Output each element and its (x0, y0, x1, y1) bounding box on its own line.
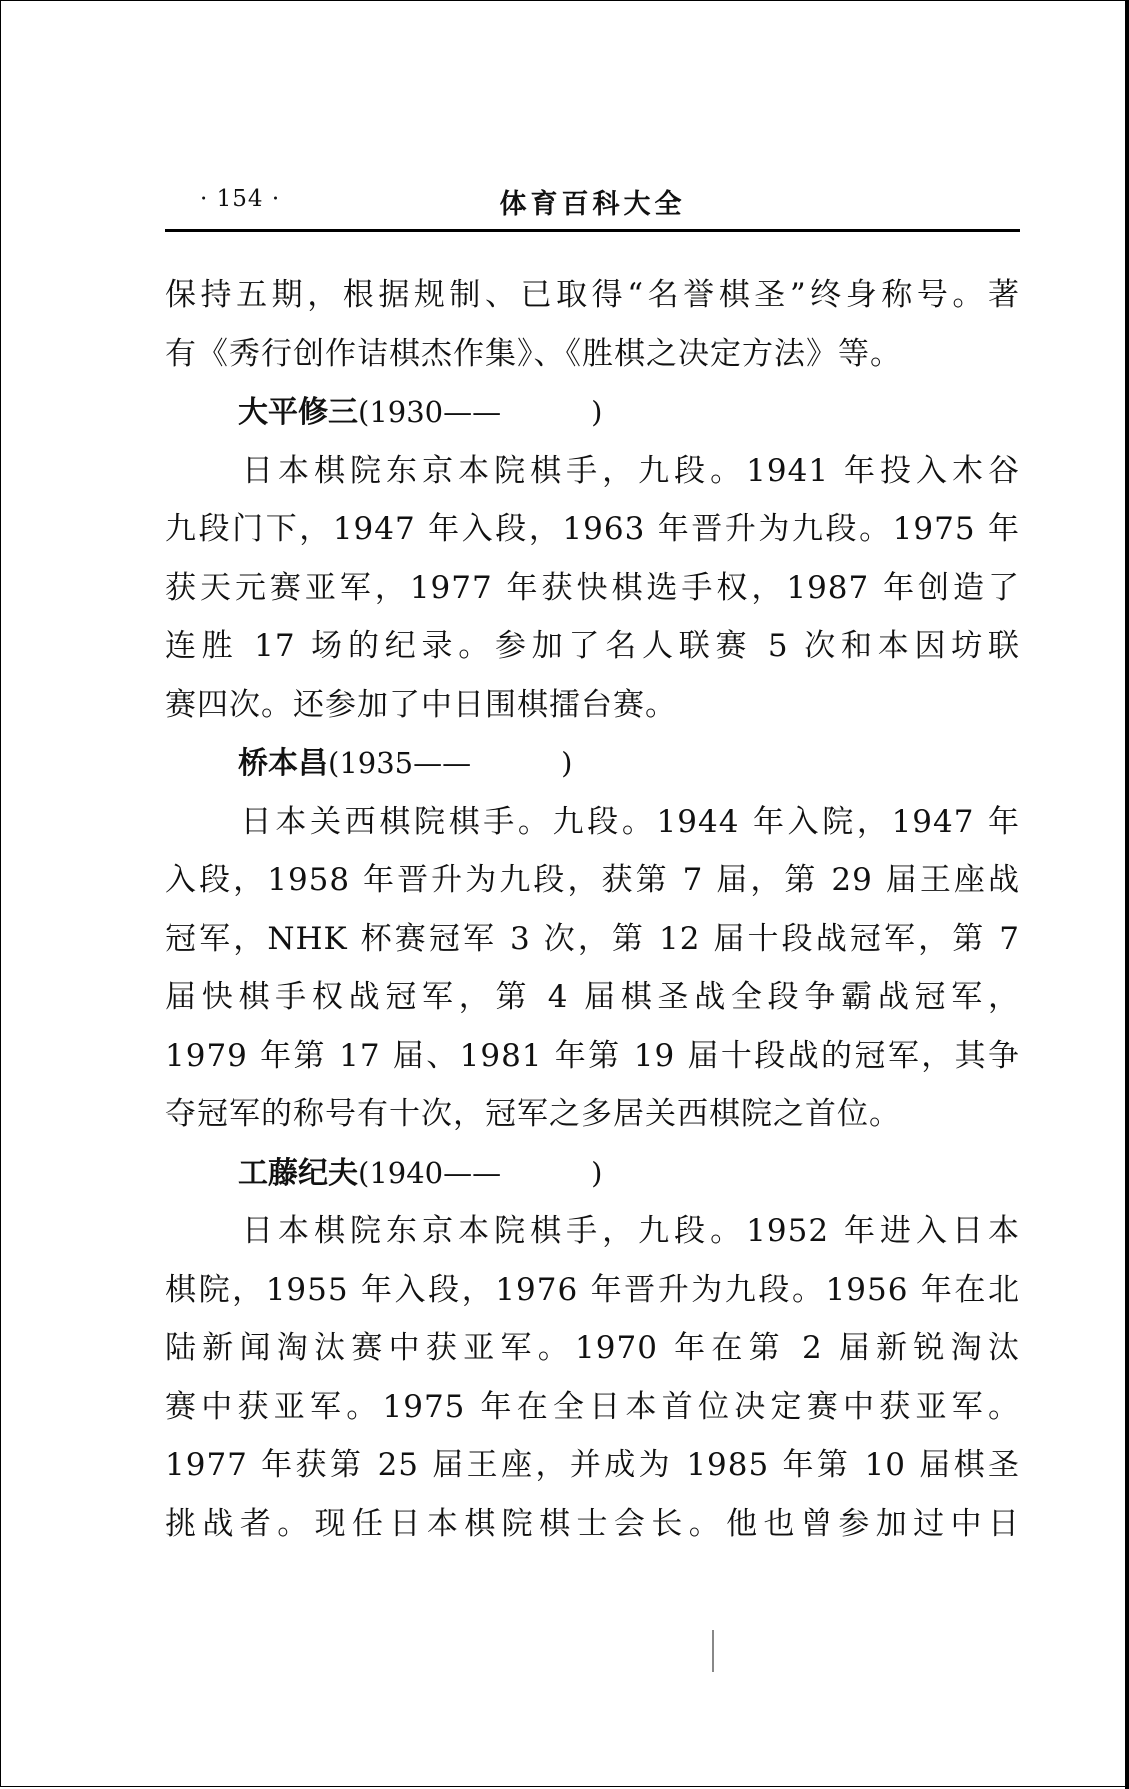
entry-dates-close: ) (591, 1155, 603, 1190)
entry-line: 1979 年第 17 届、1981 年第 19 届十段战的冠军，其争 (165, 1037, 1020, 1074)
entry-line: 连胜 17 场的纪录。参加了名人联赛 5 次和本因坊联 (165, 628, 1020, 664)
entry-heading (165, 383, 1020, 442)
entry-line: 日本棋院东京本院棋手，九段。1952 年进入日本 (238, 1213, 1020, 1249)
entry-line: 获天元赛亚军，1977 年获快棋选手权，1987 年创造了 (165, 569, 1020, 606)
entry-line: 挑战者。现任日本棋院棋士会长。他也曾参加过中日 (165, 1505, 1020, 1542)
entry-line: 赛中获亚军。1975 年在全日本首位决定赛中获亚军。 (165, 1388, 1020, 1425)
entry-name: 工藤纪夫 (238, 1155, 358, 1191)
entry-line: 九段门下，1947 年入段，1963 年晋升为九段。1975 年 (165, 511, 1020, 547)
book-title: 体育百科大全 (499, 189, 686, 220)
entry-dates-close: ) (561, 746, 573, 780)
entry-dates-open: (1935—— (328, 746, 472, 780)
entry-line: 1977 年获第 25 届王座，并成为 1985 年第 10 届棋圣 (165, 1447, 1020, 1483)
intro-line-1: 保持五期，根据规制、已取得“名誉棋圣”终身称号。著 (165, 277, 1020, 313)
running-header (165, 182, 1020, 222)
entry-line: 夺冠军的称号有十次，冠军之多居关西棋院之首位。 (165, 1096, 901, 1132)
entry-name: 桥本昌 (238, 746, 328, 781)
entry-dates-open: (1940—— (358, 1155, 502, 1190)
entry-line: 冠军，NHK 杯赛冠军 3 次，第 12 届十段战冠军，第 7 (165, 920, 1020, 957)
entry-line: 届快棋手权战冠军，第 4 届棋圣战全段争霸战冠军， (165, 979, 1020, 1015)
scan-artifact (712, 1630, 714, 1672)
entry-name: 大平修三 (238, 395, 358, 430)
entry-heading (165, 1144, 1020, 1203)
entry-line: 赛四次。还参加了中日围棋擂台赛。 (165, 686, 677, 723)
entry-line: 陆新闻淘汰赛中获亚军。1970 年在第 2 届新锐淘汰 (165, 1330, 1020, 1366)
entry-line: 日本棋院东京本院棋手，九段。1941 年投入木谷 (238, 452, 1020, 489)
page-edge (1125, 0, 1129, 1789)
entry-line: 入段，1958 年晋升为九段，获第 7 届，第 29 届王座战 (165, 862, 1020, 898)
intro-line-2: 有《秀行创作诘棋杰作集》、《胜棋之决定方法》等。 (165, 335, 902, 372)
header-rule (165, 229, 1020, 232)
entry-line: 棋院，1955 年入段，1976 年晋升为九段。1956 年在北 (165, 1271, 1020, 1308)
page-number: · 154 · (200, 186, 281, 212)
entry-line: 日本关西棋院棋手。九段。1944 年入院，1947 年 (238, 803, 1020, 840)
entry-dates-close: ) (591, 395, 603, 429)
page-body (165, 266, 1020, 1553)
entry-heading (165, 734, 1020, 793)
entry-dates-open: (1930—— (358, 395, 502, 429)
